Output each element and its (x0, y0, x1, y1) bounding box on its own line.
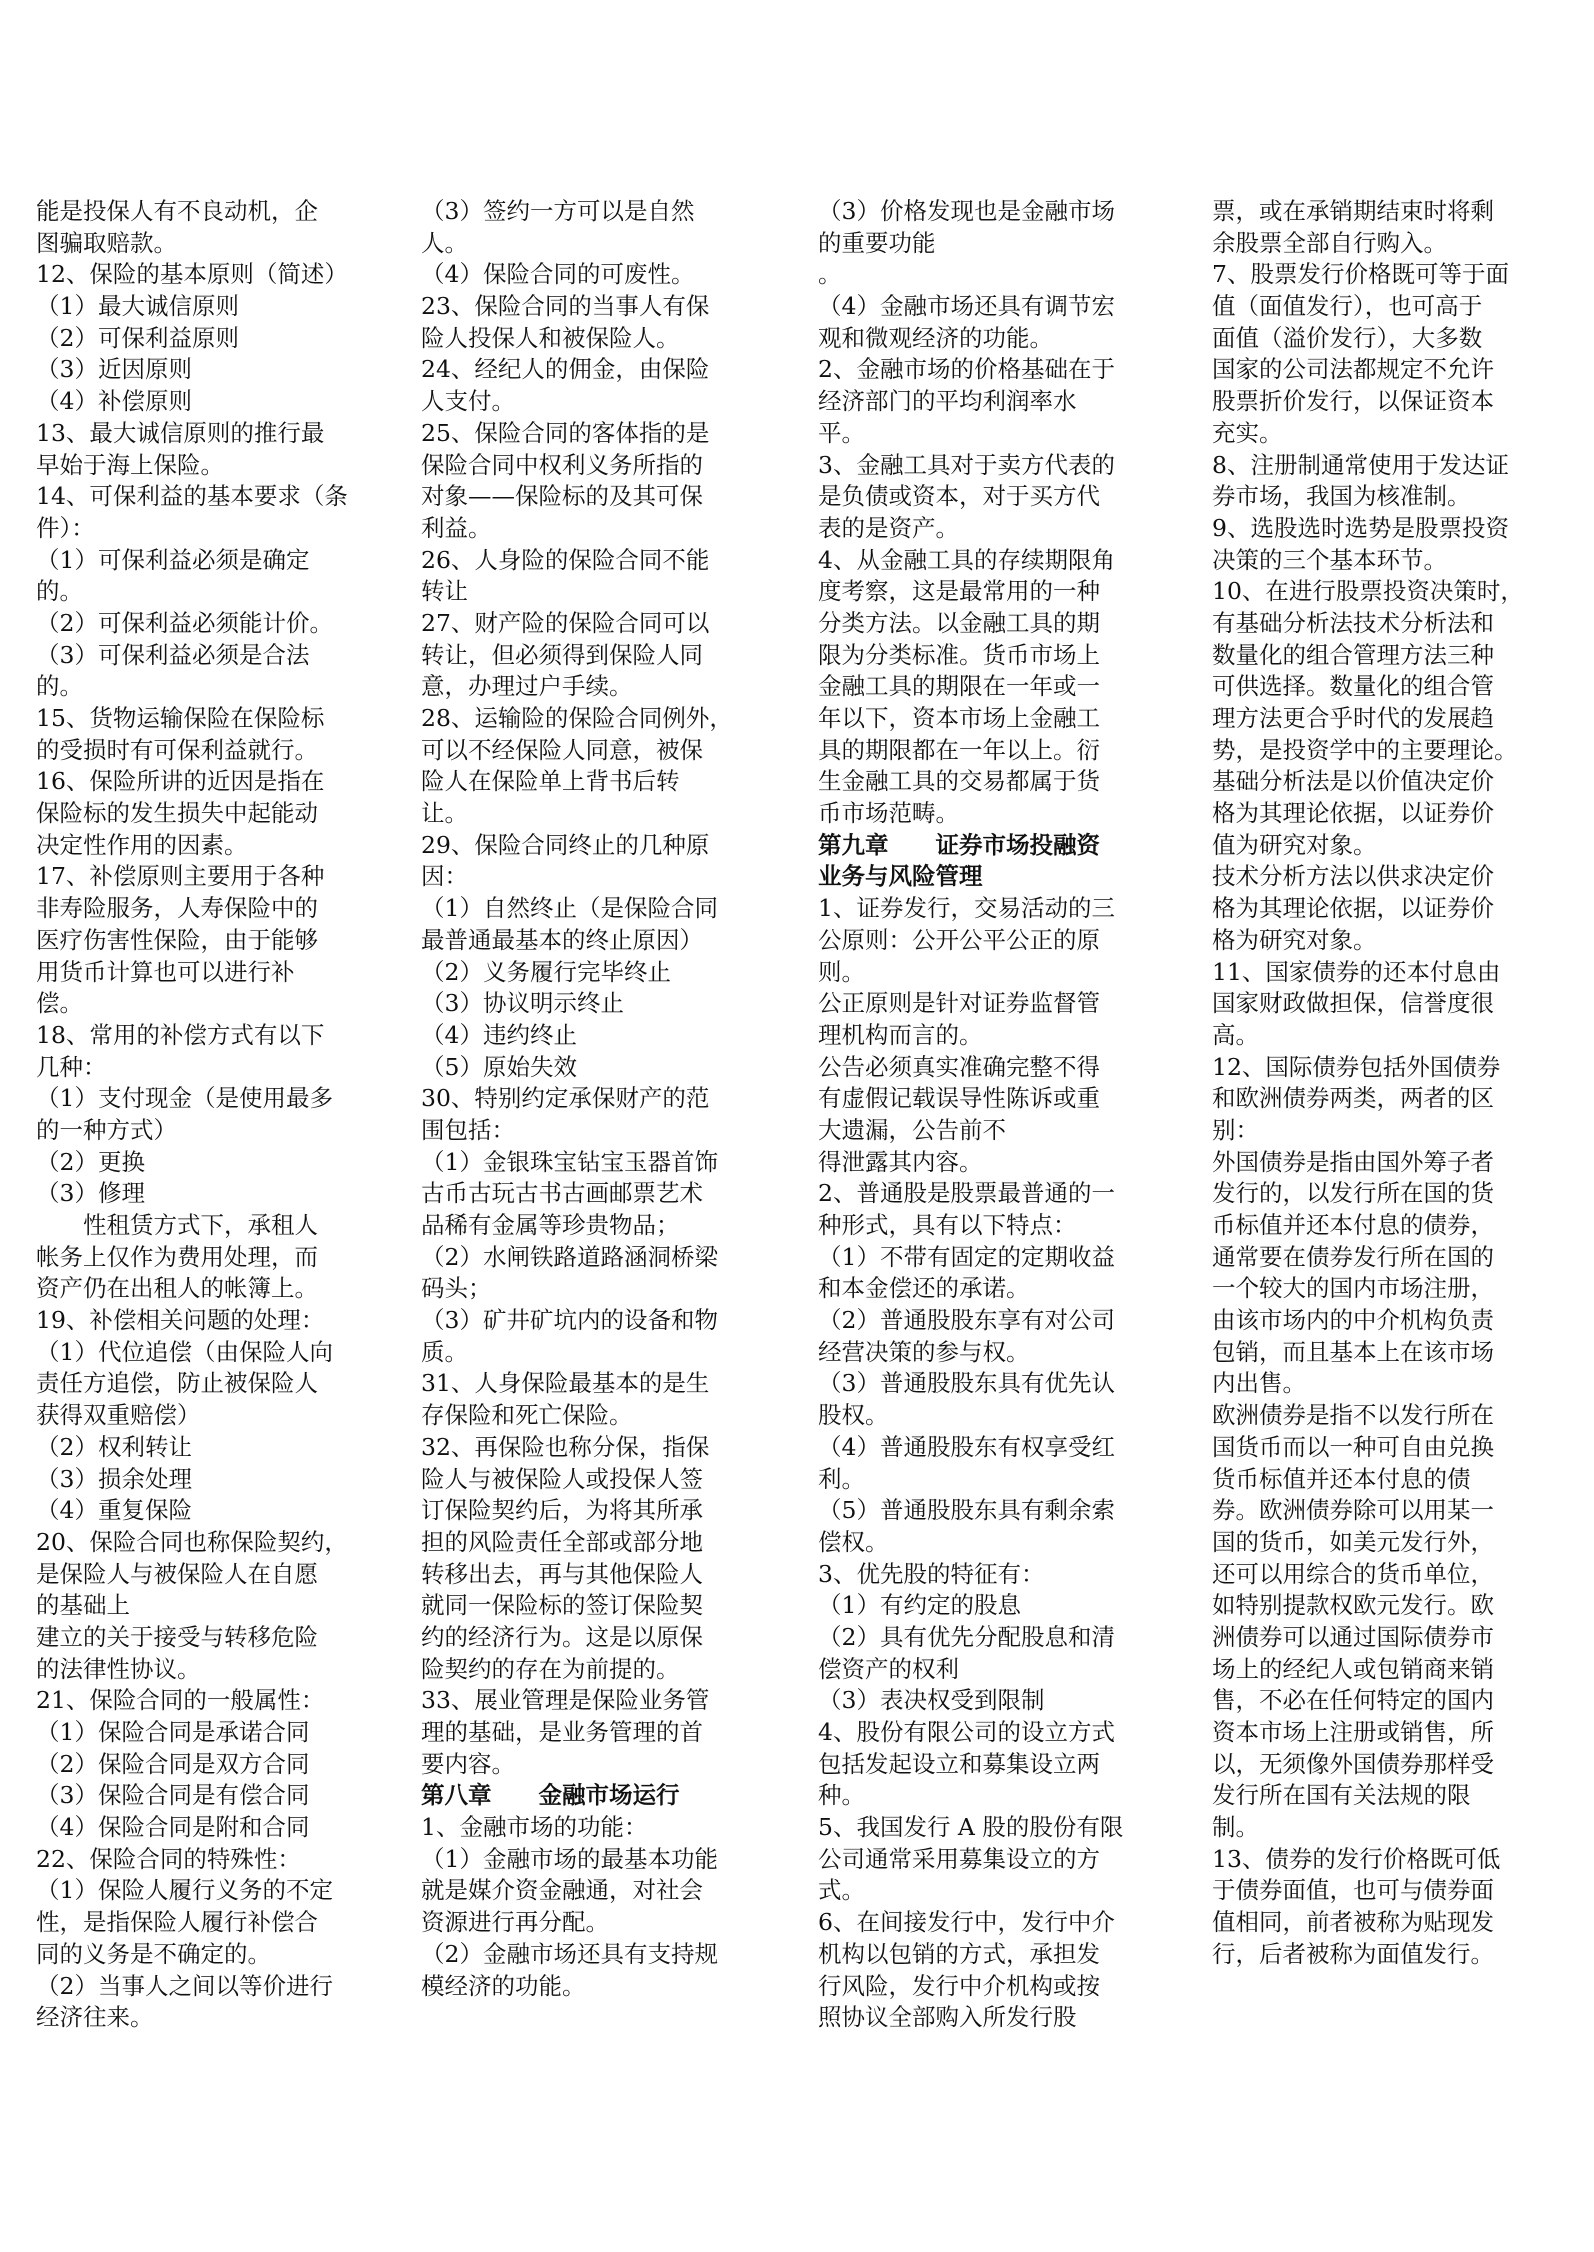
text-line: 面值（溢价发行），大多数 (1212, 323, 1483, 352)
text-line: （2）普通股股东享有对公司 (818, 1306, 1115, 1335)
text-line: （3）价格发现也是金融市场 (818, 197, 1115, 225)
text-line: 理机构而言的。 (818, 1020, 983, 1049)
text-column-4 (1212, 196, 1558, 1971)
text-line: 国家的公司法都规定不允许 (1212, 355, 1494, 384)
text-line: 券。欧洲债券除可以用某一 (1212, 1496, 1494, 1525)
text-line: （3）普通股股东具有优先认 (818, 1369, 1115, 1398)
text-line: 行风险，发行中介机构或按 (818, 1971, 1100, 2000)
text-line: （2）具有优先分配股息和清 (818, 1622, 1115, 1651)
text-line: 因： (421, 862, 468, 891)
text-line: 股票折价发行，以保证资本 (1212, 387, 1494, 416)
text-line: （5）原始失效 (421, 1052, 577, 1081)
text-line: 的基础上 (36, 1591, 130, 1620)
text-line: 图骗取赔款。 (36, 228, 177, 257)
text-line: 帐务上仅作为费用处理，而 (36, 1242, 318, 1271)
text-line: （4）金融市场还具有调节宏 (818, 292, 1115, 321)
text-line: （1）自然终止（是保险合同 (421, 894, 718, 923)
text-line: 32、再保险也称分保，指保 (421, 1432, 710, 1461)
text-line: 则。 (818, 957, 865, 986)
text-line: 模经济的功能。 (421, 1971, 586, 2000)
text-line: 偿。 (36, 989, 83, 1018)
text-line: 11、国家债券的还本付息由 (1212, 957, 1501, 986)
text-line: 分类方法。以金融工具的期 (818, 608, 1100, 637)
text-line: 种形式，具有以下特点： (818, 1211, 1077, 1239)
text-line: 势，是投资学中的主要理论。 (1212, 735, 1518, 764)
text-line: 经营决策的参与权。 (818, 1337, 1030, 1366)
text-line: 格为其理论依据，以证券价 (1212, 894, 1494, 923)
text-line: 同的义务是不确定的。 (36, 1939, 271, 1968)
text-line: 值相同，前者被称为贴现发 (1212, 1908, 1494, 1937)
text-line: （4）保险合同的可废性。 (421, 260, 695, 289)
text-line: 有基础分析法技术分析法和 (1212, 608, 1494, 637)
text-line: 30、特别约定承保财产的范 (421, 1084, 710, 1113)
text-line: 格为其理论依据，以证券价 (1212, 799, 1494, 828)
text-line: 订保险契约后，为将其所承 (421, 1496, 703, 1525)
text-column-1 (36, 196, 382, 2034)
text-line: 建立的关于接受与转移危险 (36, 1622, 318, 1651)
text-line: 种。 (818, 1781, 865, 1810)
text-line: 17、补偿原则主要用于各种 (36, 862, 325, 891)
text-line: 转让，但必须得到保险人同 (421, 640, 703, 669)
text-line: （1）保险人履行义务的不定 (36, 1876, 333, 1905)
text-column-3 (818, 196, 1164, 2034)
text-line: 的。 (36, 672, 83, 701)
text-line: （1）保险合同是承诺合同 (36, 1718, 310, 1746)
text-line: 内出售。 (1212, 1369, 1306, 1398)
text-line: 表的是资产。 (818, 513, 959, 542)
text-line: 通常要在债券发行所在国的 (1212, 1242, 1494, 1271)
text-line: （3）表决权受到限制 (818, 1686, 1045, 1715)
text-line: 决策的三个基本环节。 (1212, 545, 1447, 574)
text-line: 技术分析方法以供求决定价 (1212, 862, 1494, 891)
text-line: 20、保险合同也称保险契约， (36, 1527, 348, 1556)
text-line: 公原则：公开公平公正的原 (818, 925, 1100, 954)
text-line: （3）签约一方可以是自然 (421, 197, 695, 225)
text-line: 票，或在承销期结束时将剩 (1212, 197, 1494, 225)
text-line: （2）可保利益原则 (36, 323, 239, 352)
text-line: 能是投保人有不良动机，企 (36, 197, 318, 225)
text-line: （2）当事人之间以等价进行 (36, 1971, 333, 2000)
text-line: 有虚假记载误导性陈诉或重 (818, 1084, 1100, 1113)
text-line: 资产仍在出租人的帐簿上。 (36, 1274, 318, 1303)
text-line: 公司通常采用募集设立的方 (818, 1844, 1100, 1873)
text-line: （1）金银珠宝钻宝玉器首饰 (421, 1147, 718, 1176)
text-line: （1）金融市场的最基本功能 (421, 1844, 718, 1873)
text-line: 包括发起设立和募集设立两 (818, 1749, 1100, 1778)
text-line: 9、选股选时选势是股票投资 (1212, 513, 1509, 542)
chapter-heading-line: 第八章 金融市场运行 (421, 1781, 680, 1810)
text-line: 26、人身险的保险合同不能 (421, 545, 710, 574)
text-line: 的一种方式） (36, 1115, 177, 1144)
text-line: 经济往来。 (36, 2003, 154, 2032)
text-line: 利益。 (421, 513, 492, 542)
chapter-heading-line: 第九章 证券市场投融资 (818, 830, 1100, 859)
text-line: 19、补偿相关问题的处理： (36, 1306, 325, 1335)
text-line: 如特别提款权欧元发行。欧 (1212, 1591, 1494, 1620)
text-line: 制。 (1212, 1813, 1259, 1842)
text-line: 2、普通股是股票最普通的一 (818, 1179, 1115, 1208)
text-line: 的受损时有可保利益就行。 (36, 735, 318, 764)
text-column-2 (421, 196, 767, 2002)
text-line: （4）违约终止 (421, 1020, 577, 1049)
text-line: 对象——保险标的及其可保 (421, 482, 703, 511)
text-line: 23、保险合同的当事人有保 (421, 292, 710, 321)
text-line: （5）普通股股东具有剩余索 (818, 1496, 1115, 1525)
text-line: 决定性作用的因素。 (36, 830, 248, 859)
text-line: 售，不必在任何特定的国内 (1212, 1686, 1494, 1715)
text-line: （3）近因原则 (36, 355, 192, 384)
text-line: 偿资产的权利 (818, 1654, 959, 1683)
text-line: 12、保险的基本原则（简述） (36, 260, 348, 289)
text-line: 质。 (421, 1337, 468, 1366)
text-line: （1）最大诚信原则 (36, 292, 239, 321)
text-line: （2）义务履行完毕终止 (421, 957, 671, 986)
text-line: 14、可保利益的基本要求（条 (36, 482, 348, 511)
text-line: （3）矿井矿坑内的设备和物 (421, 1306, 718, 1335)
text-line: 的重要功能 (818, 228, 936, 257)
text-line: 由该市场内的中介机构负责 (1212, 1306, 1494, 1335)
text-line: 资本市场上注册或销售，所 (1212, 1718, 1494, 1746)
text-line: 18、常用的补偿方式有以下 (36, 1020, 325, 1049)
text-line: 外国债券是指由国外筹子者 (1212, 1147, 1494, 1176)
text-line: 偿权。 (818, 1527, 889, 1556)
text-line: 22、保险合同的特殊性： (36, 1844, 301, 1873)
text-line: （4）重复保险 (36, 1496, 192, 1525)
text-line: 保险标的发生损失中起能动 (36, 799, 318, 828)
text-line: 的。 (36, 577, 83, 606)
text-line: 24、经纪人的佣金，由保险 (421, 355, 710, 384)
text-line: （1）支付现金（是使用最多 (36, 1084, 333, 1113)
text-line: 格为研究对象。 (1212, 925, 1377, 954)
text-line: 照协议全部购入所发行股 (818, 2003, 1077, 2032)
text-line: 发行的，以发行所在国的货 (1212, 1179, 1494, 1208)
text-line: （4）保险合同是附和合同 (36, 1813, 310, 1842)
text-line: 公告必须真实准确完整不得 (818, 1052, 1100, 1081)
text-line: 包销，而且基本上在该市场 (1212, 1337, 1494, 1366)
text-line: 大遗漏，公告前不 (818, 1115, 1006, 1144)
text-line: （3）损余处理 (36, 1464, 192, 1493)
text-line: 责任方追偿，防止被保险人 (36, 1369, 318, 1398)
text-line: 的法律性协议。 (36, 1654, 201, 1683)
text-line: 基础分析法是以价值决定价 (1212, 767, 1494, 796)
text-line: （3）保险合同是有偿合同 (36, 1781, 310, 1810)
text-line: 。 (818, 260, 842, 289)
text-line: 10、在进行股票投资决策时， (1212, 577, 1524, 606)
text-line: 经济部门的平均利润率水 (818, 387, 1077, 416)
text-line: 和欧洲债券两类，两者的区 (1212, 1084, 1494, 1113)
text-line: 理方法更合乎时代的发展趋 (1212, 704, 1494, 732)
text-line: 围包括： (421, 1115, 515, 1144)
text-line: （3）协议明示终止 (421, 989, 624, 1018)
text-line: 可供选择。数量化的组合管 (1212, 672, 1494, 701)
text-line: 意，办理过户手续。 (421, 672, 633, 701)
text-line: 欧洲债券是指不以发行所在 (1212, 1401, 1494, 1430)
text-line: （2）金融市场还具有支持规 (421, 1939, 718, 1968)
text-line: 是保险人与被保险人在自愿 (36, 1559, 318, 1588)
text-line: 存保险和死亡保险。 (421, 1401, 633, 1430)
text-line: 公正原则是针对证券监督管 (818, 989, 1100, 1018)
text-line: 4、股份有限公司的设立方式 (818, 1718, 1115, 1746)
text-line: 余股票全部自行购入。 (1212, 228, 1447, 257)
text-line: （2）保险合同是双方合同 (36, 1749, 310, 1778)
text-line: 理的基础，是业务管理的首 (421, 1718, 703, 1746)
text-line: 转让 (421, 577, 468, 606)
text-line: 21、保险合同的一般属性： (36, 1686, 325, 1715)
text-line: 以，无须像外国债券那样受 (1212, 1749, 1494, 1778)
text-line: 31、人身保险最基本的是生 (421, 1369, 710, 1398)
text-line: 险人投保人和被保险人。 (421, 323, 680, 352)
text-line: 获得双重赔偿） (36, 1401, 201, 1430)
text-line: 1、金融市场的功能： (421, 1813, 648, 1842)
text-line: 古币古玩古书古画邮票艺术 (421, 1179, 703, 1208)
text-line: 12、国际债券包括外国债券 (1212, 1052, 1501, 1081)
text-line: 就是媒介资金融通，对社会 (421, 1876, 703, 1905)
text-line: 行，后者被称为面值发行。 (1212, 1939, 1494, 1968)
text-line: 是负债或资本，对于买方代 (818, 482, 1100, 511)
text-line: （4）补偿原则 (36, 387, 192, 416)
text-line: （3）可保利益必须是合法 (36, 640, 310, 669)
text-line: 数量化的组合管理方法三种 (1212, 640, 1494, 669)
text-line: 15、货物运输保险在保险标 (36, 704, 325, 732)
text-line: 3、金融工具对于卖方代表的 (818, 450, 1115, 479)
text-line: 险人与被保险人或投保人签 (421, 1464, 703, 1493)
text-line: 件）： (36, 513, 95, 542)
text-line: （2）可保利益必须能计价。 (36, 608, 333, 637)
text-line: （2）水闸铁路道路涵洞桥梁 (421, 1242, 718, 1271)
text-line: 国家财政做担保，信誉度很 (1212, 989, 1494, 1018)
text-line: 几种： (36, 1052, 107, 1081)
text-line: 机构以包销的方式，承担发 (818, 1939, 1100, 1968)
text-line: 33、展业管理是保险业务管 (421, 1686, 710, 1715)
text-line: （3）修理 (36, 1179, 145, 1208)
text-line: 医疗伤害性保险，由于能够 (36, 925, 318, 954)
text-line: 28、运输险的保险合同例外， (421, 704, 733, 732)
text-line: 16、保险所讲的近因是指在 (36, 767, 325, 796)
text-line: 人。 (421, 228, 468, 257)
text-line: 5、我国发行 A 股的股份有限 (818, 1813, 1124, 1842)
text-line: 保险合同中权利义务所指的 (421, 450, 703, 479)
text-line: 货币标值并还本付息的债 (1212, 1464, 1471, 1493)
text-line: 股权。 (818, 1401, 889, 1430)
text-line: 券市场，我国为核准制。 (1212, 482, 1471, 511)
text-line: 具的期限都在一年以上。衍 (818, 735, 1100, 764)
text-line: 要内容。 (421, 1749, 515, 1778)
text-line: 险人在保险单上背书后转 (421, 767, 680, 796)
text-line: 8、注册制通常使用于发达证 (1212, 450, 1509, 479)
text-line: 让。 (421, 799, 468, 828)
text-line: 值（面值发行），也可高于 (1212, 292, 1483, 321)
text-line: 担的风险责任全部或部分地 (421, 1527, 703, 1556)
text-line: 值为研究对象。 (1212, 830, 1377, 859)
text-line: 观和微观经济的功能。 (818, 323, 1053, 352)
text-line: 25、保险合同的客体指的是 (421, 418, 710, 447)
text-line: 人支付。 (421, 387, 515, 416)
text-line: （1）可保利益必须是确定 (36, 545, 310, 574)
text-line: 得泄露其内容。 (818, 1147, 983, 1176)
text-line: 充实。 (1212, 418, 1283, 447)
text-line: （2）权利转让 (36, 1432, 192, 1461)
text-line: 29、保险合同终止的几种原 (421, 830, 710, 859)
text-line: 年以下，资本市场上金融工 (818, 704, 1100, 732)
text-line: 高。 (1212, 1020, 1259, 1049)
text-line: （1）代位追偿（由保险人向 (36, 1337, 333, 1366)
text-line: （2）更换 (36, 1147, 145, 1176)
text-line: 用货币计算也可以进行补 (36, 957, 295, 986)
text-line: 平。 (818, 418, 865, 447)
text-line: 品稀有金属等珍贵物品； (421, 1211, 680, 1239)
chapter-heading-line: 业务与风险管理 (818, 862, 983, 891)
text-line: 4、从金融工具的存续期限角 (818, 545, 1115, 574)
text-line: 2、金融市场的价格基础在于 (818, 355, 1115, 384)
text-line: （1）有约定的股息 (818, 1591, 1021, 1620)
text-line: 限为分类标准。货币市场上 (818, 640, 1100, 669)
text-line: 利。 (818, 1464, 865, 1493)
text-line: 币市场范畴。 (818, 799, 959, 828)
text-line: （4）普通股股东有权享受红 (818, 1432, 1115, 1461)
text-line: 一个较大的国内市场注册， (1212, 1274, 1494, 1303)
text-line: 1、证券发行，交易活动的三 (818, 894, 1115, 923)
text-line: 3、优先股的特征有： (818, 1559, 1045, 1588)
text-line: 国货币而以一种可自由兑换 (1212, 1432, 1494, 1461)
text-line: （1）不带有固定的定期收益 (818, 1242, 1115, 1271)
text-line: 13、债券的发行价格既可低 (1212, 1844, 1501, 1873)
text-line: 生金融工具的交易都属于货 (818, 767, 1100, 796)
text-line: 资源进行再分配。 (421, 1908, 609, 1937)
text-line: 国的货币，如美元发行外， (1212, 1527, 1494, 1556)
text-line: 性租赁方式下，承租人 (36, 1211, 318, 1239)
text-line: 7、股票发行价格既可等于面 (1212, 260, 1509, 289)
text-line: 就同一保险标的签订保险契 (421, 1591, 703, 1620)
text-line: 转移出去，再与其他保险人 (421, 1559, 703, 1588)
text-line: 早始于海上保险。 (36, 450, 224, 479)
text-line: 币标值并还本付息的债券， (1212, 1211, 1494, 1239)
text-line: 还可以用综合的货币单位， (1212, 1559, 1494, 1588)
text-line: 可以不经保险人同意，被保 (421, 735, 703, 764)
text-line: 和本金偿还的承诺。 (818, 1274, 1030, 1303)
text-line: 于债券面值，也可与债券面 (1212, 1876, 1494, 1905)
text-line: 码头； (421, 1274, 492, 1303)
text-line: 式。 (818, 1876, 865, 1905)
text-line: 度考察，这是最常用的一种 (818, 577, 1100, 606)
text-line: 27、财产险的保险合同可以 (421, 608, 710, 637)
text-line: 13、最大诚信原则的推行最 (36, 418, 325, 447)
text-line: 险契约的存在为前提的。 (421, 1654, 680, 1683)
text-line: 别： (1212, 1115, 1259, 1144)
text-line: 最普通最基本的终止原因） (421, 925, 703, 954)
text-line: 金融工具的期限在一年或一 (818, 672, 1100, 701)
text-line: 发行所在国有关法规的限 (1212, 1781, 1471, 1810)
text-line: 洲债券可以通过国际债券市 (1212, 1622, 1494, 1651)
text-line: 非寿险服务，人寿保险中的 (36, 894, 318, 923)
text-line: 性，是指保险人履行补偿合 (36, 1908, 318, 1937)
text-line: 6、在间接发行中，发行中介 (818, 1908, 1115, 1937)
text-line: 约的经济行为。这是以原保 (421, 1622, 703, 1651)
text-line: 场上的经纪人或包销商来销 (1212, 1654, 1494, 1683)
